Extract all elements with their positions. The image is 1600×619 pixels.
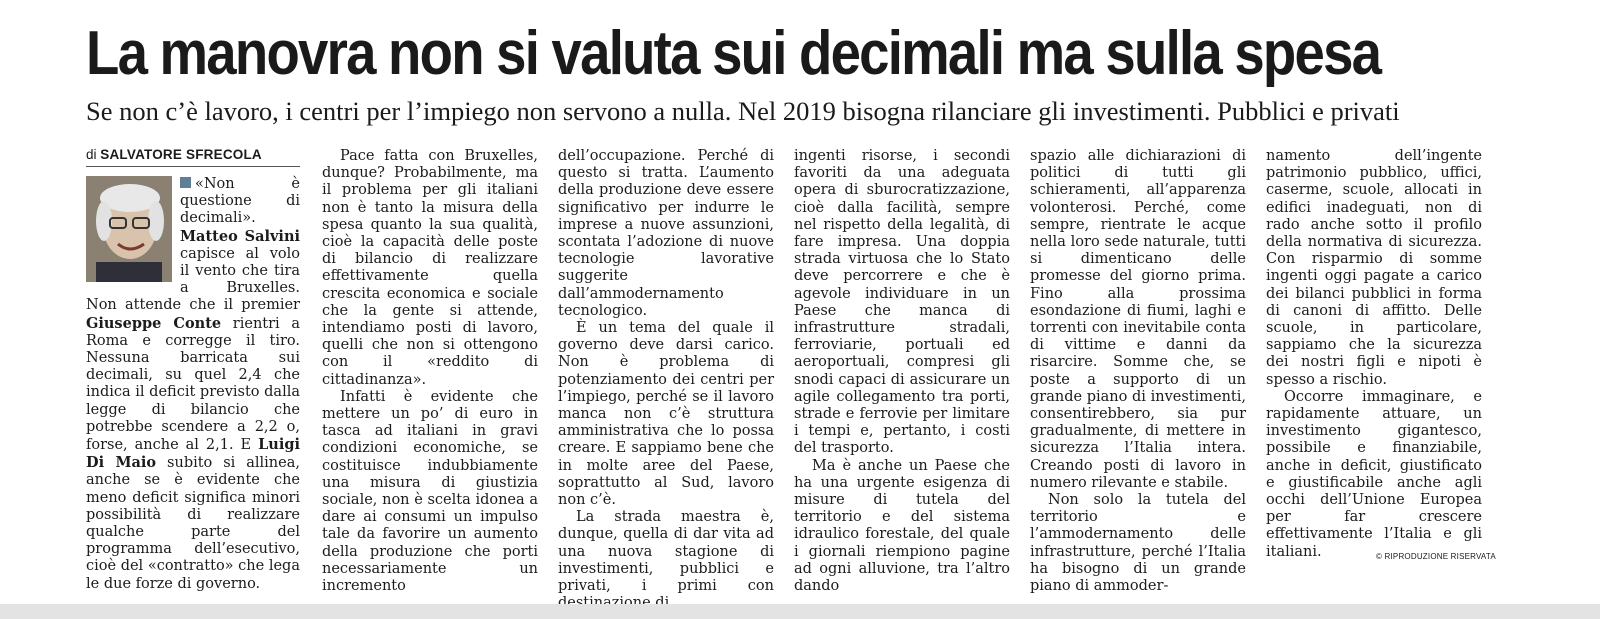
square-bullet-icon (180, 177, 191, 188)
column-4 (794, 148, 1010, 595)
paragraph: Ma è anche un Paese che ha una urgente esigenza di misure di tutela del territorio e del sistema idraulico forestale, del quale i giornali riempiono pagine ad ogni alluvione, tra l’altro dando (794, 457, 1010, 595)
paragraph: spazio alle dichiarazioni di politici di tutti gli schieramenti, all’apparenza volonterosi. Perché, come sempre, rientrate le acque nella loro sede naturale, tutti si dimenticano delle promesse del giorno prima. Fino alla prossima esondazione di fiumi, laghi e torrenti con inevitabile conta di vittime e danni da risarcire. Somme che, se poste a supporto di un grande piano di investimenti, consentirebbero, sia pur gradualmente, di mettere in sicurezza l’Italia intera. Creando posti di lavoro in numero rilevante e stabile. (1030, 148, 1246, 491)
paragraph: È un tema del quale il governo deve darsi carico. Non è problema di potenziamento dei centri per l’impiego, perché se il lavoro manca non c’è struttura amministrativa che lo possa creare. E sappiamo bene che in molte aree del Paese, soprattutto al Sud, lavoro non c’è. (558, 320, 774, 509)
column-5 (1030, 148, 1246, 595)
paragraph: Infatti è evidente che mettere un po’ di euro in tasca ad italiani in gravi condizioni economiche, se costituisce indubbiamente una misura di giustizia sociale, non è scelta idonea a dare ai consumi un impulso tale da favorire un aumento della produzione che porti necessariamente un incremento (322, 388, 538, 595)
paragraph: Non solo la tutela del territorio e l’ammodernamento delle infrastrutture, perché l’Italia ha bisogno di un grande piano di ammoder- (1030, 492, 1246, 595)
paragraph: «Non è questione di decimali». Matteo Salvini capisce al volo il vento che tira a Bruxelles. Non attende che il premier Giuseppe Conte rientri a Roma e corregge il tiro. Nessuna barricata sui decimali, su quel 2,4 che indica il deficit previsto dalla legge di bilancio che potrebbe scendere a 2,2 o, forse, anche al 2,1. E Luigi Di Maio subito si allinea, anche se è evidente che meno deficit significa minori possibilità di realizzare qualche parte del programma dell’esecutivo, cioè del «contratto» che lega le due forze di governo. (86, 176, 300, 592)
copyright-notice: © RIPRODUZIONE RISERVATA (1376, 552, 1496, 561)
byline-author: SALVATORE SFRECOLA (100, 147, 262, 162)
subheadline: Se non c’è lavoro, i centri per l’impiego non servono a nulla. Nel 2019 bisogna rilanciare gli investimenti. Pubblici e privati (86, 96, 1400, 126)
paragraph: Pace fatta con Bruxelles, dunque? Probabilmente, ma il problema per gli italiani non è tanto la misura della spesa quanto la sua qualità, cioè la capacità delle poste di bilancio di realizzare effettivamente quella crescita economica e sociale che la gente si attende, intendiamo posti di lavoro, quelli che non si ottengono con il «reddito di cittadinanza». (322, 148, 538, 388)
column-6 (1266, 148, 1482, 561)
paragraph: La strada maestra è, dunque, quella di dar vita ad una nuova stagione di investimenti, pubblici e privati, i primi con (558, 509, 774, 595)
column-1 (86, 176, 300, 593)
byline-prefix: di (86, 147, 97, 162)
column-3 (558, 148, 774, 612)
paragraph: Occorre immaginare, e rapidamente attuare, un investimento gigantesco, possibile e finanziabile, anche in deficit, giustificato e giustificabile anche agli occhi dell’Unione Europea per far crescere effettivamente l’Italia e gli italiani. (1266, 388, 1482, 560)
headline: La manovra non si valuta sui decimali ma sulla spesa (86, 19, 1381, 88)
byline (86, 146, 300, 167)
paragraph: ingenti risorse, i secondi favoriti da una adeguata opera di sburocratizzazione, cioè dalla facilità, sempre nel rispetto della legalità, di fare impresa. Una doppia strada virtuosa che lo Stato deve percorrere e che è agevole individuare in un Paese che manca di infrastrutture stradali, ferroviarie, portuali ed aeroportuali, compresi gli snodi capaci di assicurare un agile collegamento tra porti, strade e ferrovie per limitare i tempi e, pertanto, i costi del trasporto. (794, 148, 1010, 457)
column-2 (322, 148, 538, 595)
paragraph: dell’occupazione. Perché di questo si tratta. L’aumento della produzione deve essere significativo per indurre le imprese a nuove assunzioni, scontata l’adozione di nuove tecnologie lavorative suggerite dall’ammodernamento tecnologico. (558, 148, 774, 319)
paragraph: namento dell’ingente patrimonio pubblico, uffici, caserme, scuole, allocati in edifici inadeguati, non di rado anche sotto il profilo della normativa di sicurezza. Con risparmio di somme ingenti oggi pagate a carico dei bilanci pubblici in forma di canoni di affitto. Delle scuole, in particolare, sappiamo che la sicurezza dei nostri figli e nipoti è spesso a rischio. (1266, 148, 1482, 388)
author-photo (86, 176, 172, 282)
page-bottom-strip (0, 604, 1600, 619)
